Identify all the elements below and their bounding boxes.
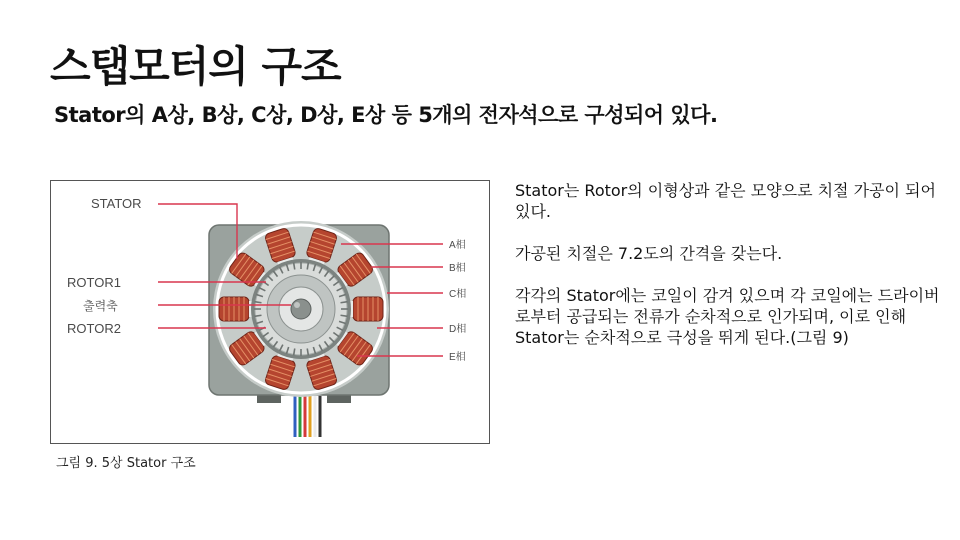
rotor-tooth — [294, 349, 295, 356]
page-subtitle: Stator의 A상, B상, C상, D상, E상 등 5개의 전자석으로 구성되어 있다. — [54, 103, 718, 127]
rotor-tooth — [307, 349, 308, 356]
rotor-tooth — [255, 302, 262, 303]
rotor-tooth — [294, 263, 295, 270]
output-shaft — [291, 299, 311, 319]
rotor-tooth — [255, 315, 262, 316]
phase-c-label: C相 — [449, 289, 467, 300]
figure-caption: 그림 9. 5상 Stator 구조 — [56, 456, 196, 471]
rotor1-label: ROTOR1 — [67, 275, 121, 290]
rotor2-label: ROTOR2 — [67, 321, 121, 336]
paragraph-3: 각각의 Stator에는 코일이 감겨 있으며 각 코일에는 드라이버로부터 공급되는 전류가 순차적으로 인가되며, 이로 인해 Stator는 순차적으로 극성을 뛰게 된다.(그림 9) — [515, 286, 940, 347]
stator-coil — [349, 297, 383, 321]
shaft-label: 출력축 — [83, 299, 118, 313]
rotor-tooth — [341, 315, 348, 316]
rotor-tooth — [341, 302, 348, 303]
paragraph-1: Stator는 Rotor의 이형상과 같은 모양으로 치절 가공이 되어 있다. — [515, 181, 936, 221]
stator-coil — [219, 297, 253, 321]
motor-cables — [295, 396, 320, 437]
page-title: 스탭모터의 구조 — [50, 42, 341, 91]
paragraph-2: 가공된 치절은 7.2도의 간격을 갖는다. — [515, 244, 783, 263]
stator-diagram — [51, 181, 489, 443]
rotor-tooth — [307, 263, 308, 270]
phase-a-label: A相 — [449, 240, 466, 251]
phase-d-label: D相 — [449, 324, 467, 335]
body-text — [515, 180, 945, 369]
phase-e-label: E相 — [449, 352, 466, 363]
stator-label: STATOR — [91, 196, 142, 211]
phase-b-label: B相 — [449, 263, 466, 274]
stator-figure — [50, 180, 490, 444]
